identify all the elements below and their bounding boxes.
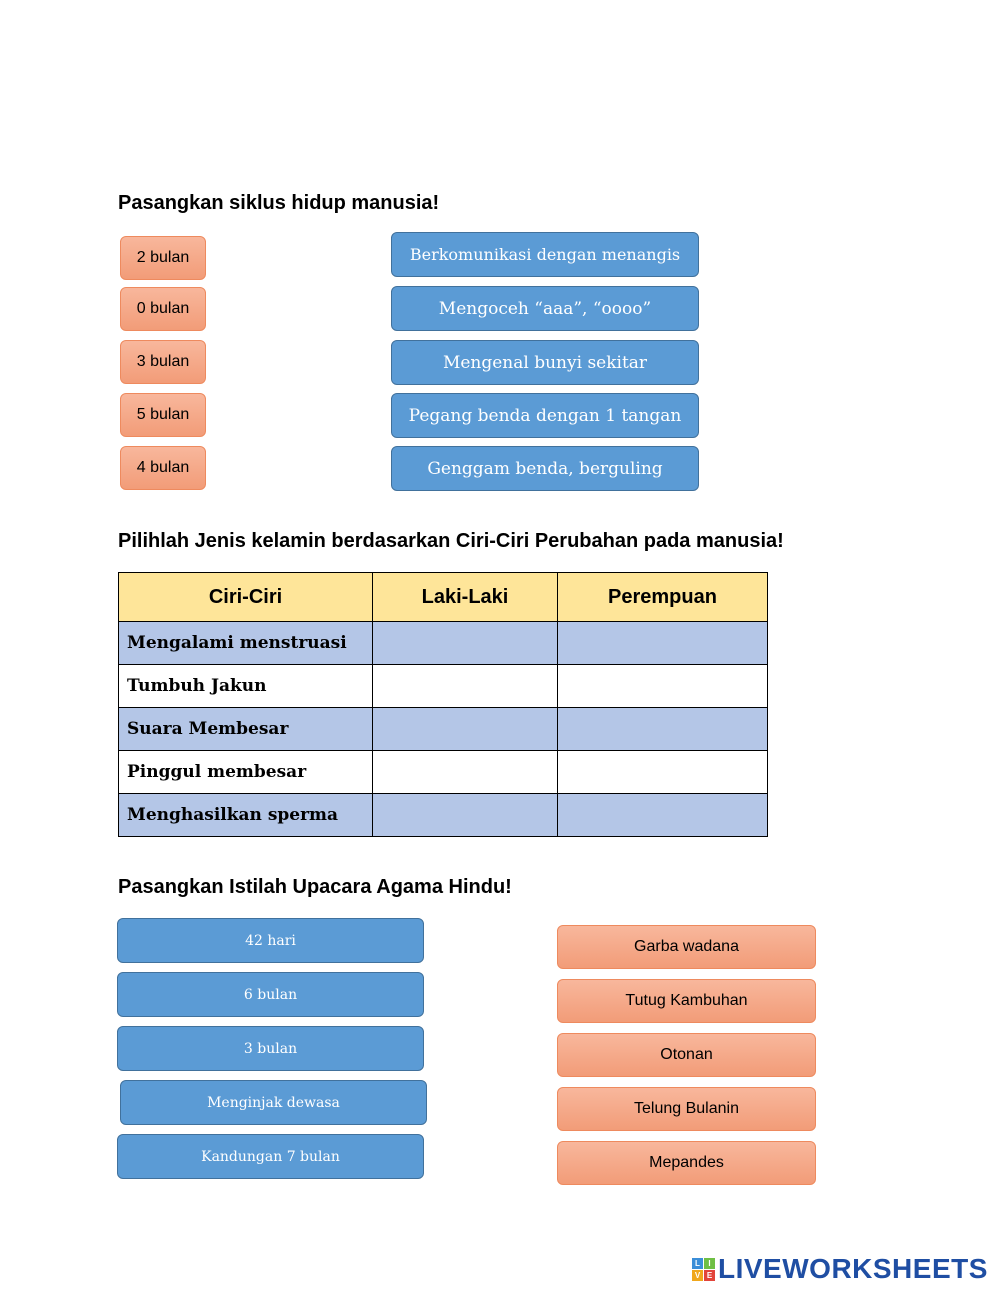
- s1-left-item[interactable]: 0 bulan: [120, 287, 206, 331]
- answer-cell-laki[interactable]: [373, 794, 558, 837]
- table-row: [119, 708, 768, 751]
- header-laki-laki: Laki-Laki: [373, 573, 558, 622]
- answer-cell-perempuan[interactable]: [558, 665, 768, 708]
- s1-right-item[interactable]: Mengoceh “aaa”, “oooo”: [391, 286, 699, 331]
- s3-right-item[interactable]: Mepandes: [557, 1141, 816, 1185]
- section1-title: Pasangkan siklus hidup manusia!: [118, 192, 440, 214]
- logo-mark-letter: E: [704, 1270, 715, 1281]
- s1-left-item[interactable]: 2 bulan: [120, 236, 206, 280]
- header-ciri: Ciri-Ciri: [119, 573, 373, 622]
- s3-right-item[interactable]: Tutug Kambuhan: [557, 979, 816, 1023]
- table-row: [119, 794, 768, 837]
- s1-left-item[interactable]: 5 bulan: [120, 393, 206, 437]
- answer-cell-laki[interactable]: [373, 708, 558, 751]
- s3-right-item[interactable]: Garba wadana: [557, 925, 816, 969]
- s3-right-item[interactable]: Telung Bulanin: [557, 1087, 816, 1131]
- s3-left-item[interactable]: 6 bulan: [117, 972, 424, 1017]
- answer-cell-laki[interactable]: [373, 665, 558, 708]
- section3-title: Pasangkan Istilah Upacara Agama Hindu!: [118, 876, 512, 898]
- s3-left-item[interactable]: 3 bulan: [117, 1026, 424, 1071]
- logo-mark-letter: V: [692, 1270, 703, 1281]
- row-label: Pinggul membesar: [119, 751, 373, 794]
- s1-right-item[interactable]: Mengenal bunyi sekitar: [391, 340, 699, 385]
- table-row: [119, 751, 768, 794]
- logo-text: LIVEWORKSHEETS: [718, 1253, 988, 1284]
- answer-cell-perempuan[interactable]: [558, 708, 768, 751]
- logo-mark-letter: I: [704, 1258, 715, 1269]
- row-label: Mengalami menstruasi: [119, 622, 373, 665]
- answer-cell-perempuan[interactable]: [558, 622, 768, 665]
- s3-left-item[interactable]: Kandungan 7 bulan: [117, 1134, 424, 1179]
- liveworksheets-logo[interactable]: [692, 1252, 988, 1286]
- ciri-table: [118, 572, 768, 837]
- header-perempuan: Perempuan: [558, 573, 768, 622]
- answer-cell-laki[interactable]: [373, 622, 558, 665]
- row-label: Tumbuh Jakun: [119, 665, 373, 708]
- s1-right-item[interactable]: Berkomunikasi dengan menangis: [391, 232, 699, 277]
- table-header-row: [119, 573, 768, 622]
- s3-left-item[interactable]: Menginjak dewasa: [120, 1080, 427, 1125]
- s3-left-item[interactable]: 42 hari: [117, 918, 424, 963]
- table-row: [119, 665, 768, 708]
- row-label: Menghasilkan sperma: [119, 794, 373, 837]
- row-label: Suara Membesar: [119, 708, 373, 751]
- logo-mark-letter: L: [692, 1258, 703, 1269]
- table-row: [119, 622, 768, 665]
- section2-title: Pilihlah Jenis kelamin berdasarkan Ciri-Ciri Perubahan pada manusia!: [118, 530, 784, 552]
- logo-mark-icon: [692, 1258, 715, 1281]
- s1-left-item[interactable]: 3 bulan: [120, 340, 206, 384]
- s1-right-item[interactable]: Genggam benda, berguling: [391, 446, 699, 491]
- answer-cell-laki[interactable]: [373, 751, 558, 794]
- answer-cell-perempuan[interactable]: [558, 751, 768, 794]
- answer-cell-perempuan[interactable]: [558, 794, 768, 837]
- s1-left-item[interactable]: 4 bulan: [120, 446, 206, 490]
- s1-right-item[interactable]: Pegang benda dengan 1 tangan: [391, 393, 699, 438]
- s3-right-item[interactable]: Otonan: [557, 1033, 816, 1077]
